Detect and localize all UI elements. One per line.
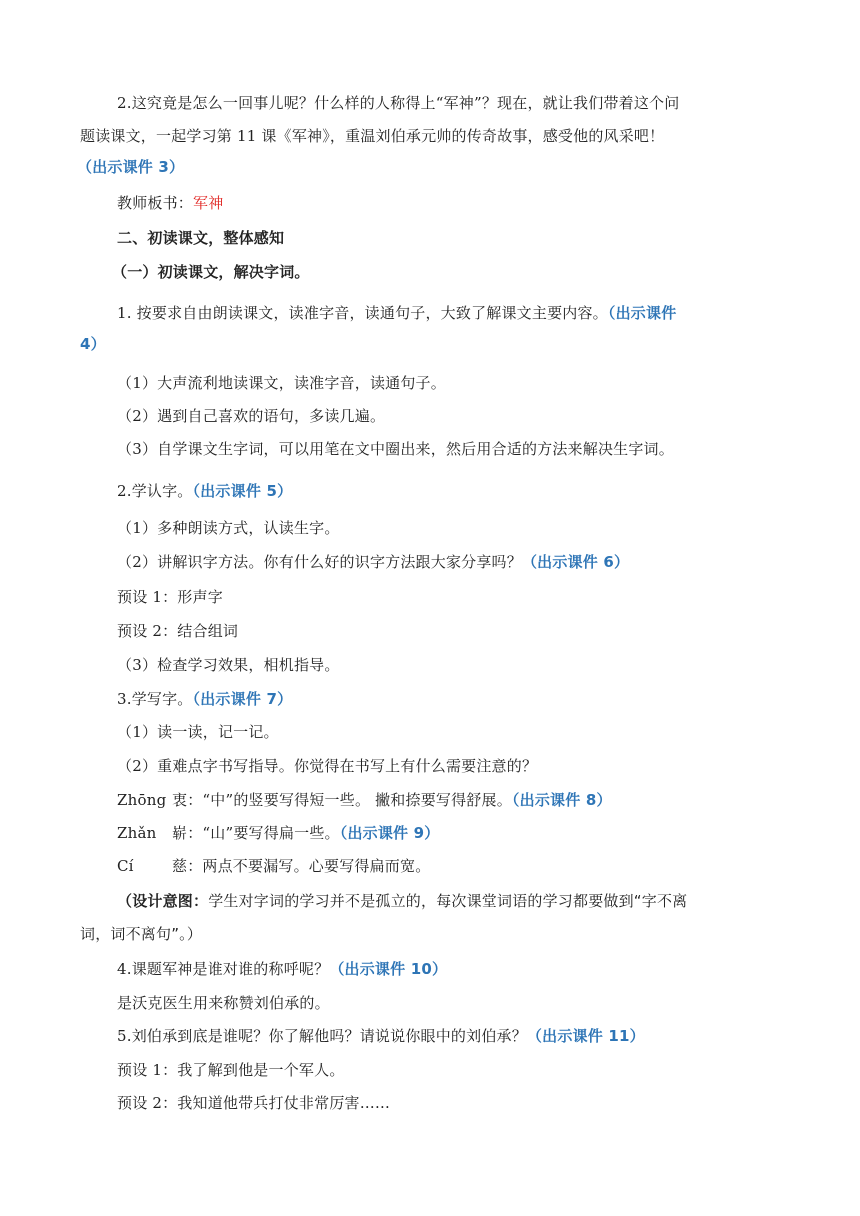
paragraph-intro-line1: 2.这究竟是怎么一回事儿呢？什么样的人称得上“军神”？现在，就让我们带着这个问 bbox=[117, 94, 680, 112]
courseware-tag-4-start: （出示课件 bbox=[607, 304, 677, 322]
step3-item-2: （2）重难点字书写指导。你觉得在书写上有什么需要注意的？ bbox=[117, 757, 538, 775]
step5-preset-2: 预设 2：我知道他带兵打仗非常厉害…… bbox=[117, 1094, 391, 1112]
step4-line bbox=[117, 959, 447, 979]
pinyin-ci: Cí bbox=[117, 857, 134, 875]
courseware-tag-8: （出示课件 8） bbox=[511, 791, 612, 809]
courseware-tag-5: （出示课件 5） bbox=[192, 482, 293, 500]
design-intent-text: 学生对字词的学习并不是孤立的，每次课堂词语的学习都要做到“字不离 bbox=[208, 892, 688, 910]
char-guide-zhan-text: 崭：“山”要写得扁一些。 bbox=[172, 824, 340, 842]
step1-item-3: （3）自学课文生字词，可以用笔在文中圈出来，然后用合适的方法来解决生字词。 bbox=[117, 440, 674, 458]
courseware-tag-9: （出示课件 9） bbox=[339, 824, 440, 842]
step2-item-2 bbox=[117, 552, 629, 572]
paragraph-intro-line2: 题读课文，一起学习第 11 课《军神》，重温刘伯承元帅的传奇故事，感受他的风采吧！ bbox=[80, 127, 665, 145]
step1-item-2: （2）遇到自己喜欢的语句，多读几遍。 bbox=[117, 407, 386, 425]
step2-preset-1: 预设 1：形声字 bbox=[117, 588, 223, 606]
char-guide-zhong bbox=[117, 790, 612, 810]
design-intent-line1 bbox=[117, 891, 687, 911]
step2-text: 2.学认字。 bbox=[117, 482, 193, 500]
step2-item-2-text: （2）讲解识字方法。你有什么好的识字方法跟大家分享吗？ bbox=[117, 553, 522, 571]
step3-item-1: （1）读一读，记一记。 bbox=[117, 723, 279, 741]
char-guide-zhan bbox=[117, 823, 440, 843]
section-heading: 二、初读课文，整体感知 bbox=[117, 229, 285, 247]
step3-line bbox=[117, 689, 292, 709]
step4-text: 4.课题军神是谁对谁的称呼呢？ bbox=[117, 960, 330, 978]
courseware-tag-11: （出示课件 11） bbox=[526, 1027, 645, 1045]
courseware-tag-3: （出示课件 3） bbox=[77, 158, 185, 176]
step5-preset-1: 预设 1：我了解到他是一个军人。 bbox=[117, 1061, 345, 1079]
board-value: 军神 bbox=[193, 194, 224, 212]
step5-text: 5.刘伯承到底是谁呢？你了解他吗？请说说你眼中的刘伯承？ bbox=[117, 1027, 527, 1045]
design-intent-label: （设计意图： bbox=[117, 892, 209, 910]
step1-item-1: （1）大声流利地读课文，读准字音，读通句子。 bbox=[117, 374, 446, 392]
step2-preset-2: 预设 2：结合组词 bbox=[117, 622, 239, 640]
subsection-heading: （一）初读课文，解决字词。 bbox=[112, 263, 310, 281]
char-guide-zhong-text: 衷：“中”的竖要写得短一些。 撇和捺要写得舒展。 bbox=[172, 791, 512, 809]
step2-item-1: （1）多种朗读方式，认读生字。 bbox=[117, 519, 340, 537]
courseware-tag-4-end: 4） bbox=[80, 335, 106, 353]
design-intent-line2: 词，词不离句”。） bbox=[80, 925, 203, 943]
step3-text: 3.学写字。 bbox=[117, 690, 193, 708]
step5-line bbox=[117, 1026, 645, 1046]
board-writing bbox=[117, 193, 223, 213]
courseware-tag-7: （出示课件 7） bbox=[192, 690, 293, 708]
step4-answer: 是沃克医生用来称赞刘伯承的。 bbox=[117, 994, 330, 1012]
pinyin-zhan: Zhǎn bbox=[117, 824, 157, 842]
pinyin-zhong: Zhōng bbox=[117, 791, 167, 809]
char-guide-ci-text: 慈：两点不要漏写。心要写得扁而宽。 bbox=[172, 857, 431, 875]
step2-line bbox=[117, 481, 292, 501]
char-guide-ci bbox=[117, 856, 430, 876]
board-label: 教师板书： bbox=[117, 194, 194, 212]
courseware-tag-6: （出示课件 6） bbox=[521, 553, 630, 571]
step2-item-3: （3）检查学习效果，相机指导。 bbox=[117, 656, 340, 674]
step1-text: 1. 按要求自由朗读课文，读准字音，读通句子，大致了解课文主要内容。 bbox=[117, 304, 608, 322]
courseware-tag-10: （出示课件 10） bbox=[329, 960, 448, 978]
step1-line1 bbox=[117, 303, 676, 323]
